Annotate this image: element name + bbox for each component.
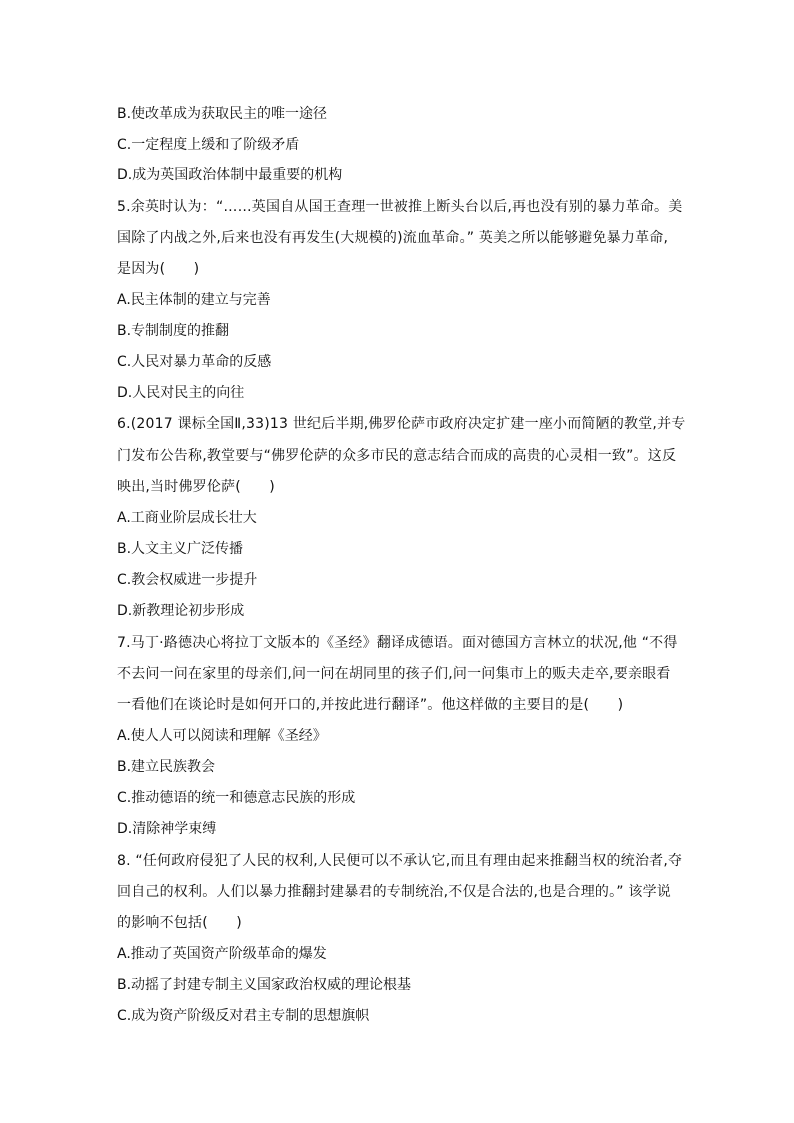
q8-stem-line-1: 8. “任何政府侵犯了人民的权利,人民便可以不承认它,而且有理由起来推翻当权的统治者,夺 xyxy=(117,853,683,869)
q7-stem-line-3: 一看他们在谈论时是如何开口的,并按此进行翻译”。他这样做的主要目的是( ) xyxy=(117,697,624,713)
q5-option-d: D.人民对民主的向往 xyxy=(117,385,245,401)
q6-stem-line-3: 映出,当时佛罗伦萨( ) xyxy=(117,479,275,495)
q5-option-b: B.专制制度的推翻 xyxy=(117,323,230,339)
q5-stem-line-1: 5.余英时认为：“……英国自从国王查理一世被推上断头台以后,再也没有别的暴力革命。美 xyxy=(117,199,683,215)
q8-stem-line-2: 回自己的权利。人们以暴力推翻封建暴君的专制统治,不仅是合法的,也是合理的。” 该学说 xyxy=(117,884,672,900)
q8-option-c: C.成为资产阶级反对君主专制的思想旗帜 xyxy=(117,1008,370,1024)
q5-option-a: A.民主体制的建立与完善 xyxy=(117,292,271,308)
q6-stem-line-2: 门发布公告称,教堂要与“佛罗伦萨的众多市民的意志结合而成的高贵的心灵相一致”。这反 xyxy=(117,448,677,464)
q4-option-c: C.一定程度上缓和了阶级矛盾 xyxy=(117,137,300,153)
q6-option-d: D.新教理论初步形成 xyxy=(117,603,245,619)
q5-option-c: C.人民对暴力革命的反感 xyxy=(117,354,272,370)
q8-option-b: B.动摇了封建专制主义国家政治权威的理论根基 xyxy=(117,977,412,993)
q7-option-c: C.推动德语的统一和德意志民族的形成 xyxy=(117,790,356,806)
q7-stem-line-2: 不去问一问在家里的母亲们,问一问在胡同里的孩子们,问一问集市上的贩夫走卒,要亲眼看 xyxy=(117,666,671,682)
q7-stem-line-1: 7.马丁·路德决心将拉丁文版本的《圣经》翻译成德语。面对德国方言林立的状况,他 “不得 xyxy=(117,635,678,651)
q8-option-a: A.推动了英国资产阶级革命的爆发 xyxy=(117,946,327,962)
q6-stem-line-1: 6.(2017 课标全国Ⅱ,33)13 世纪后半期,佛罗伦萨市政府决定扩建一座小而简陋的教堂,并专 xyxy=(117,416,686,432)
q8-stem-line-3: 的影响不包括( ) xyxy=(117,915,242,931)
q6-option-c: C.教会权威进一步提升 xyxy=(117,572,258,588)
q4-option-b: B.使改革成为获取民主的唯一途径 xyxy=(117,106,328,122)
q6-option-a: A.工商业阶层成长壮大 xyxy=(117,510,257,526)
q7-option-a: A.使人人可以阅读和理解《圣经》 xyxy=(117,728,327,744)
q5-stem-line-2: 国除了内战之外,后来也没有再发生(大规模的)流血革命。” 英美之所以能够避免暴力革命, xyxy=(117,230,669,246)
q6-option-b: B.人文主义广泛传播 xyxy=(117,541,244,557)
q7-option-b: B.建立民族教会 xyxy=(117,759,216,775)
q4-option-d: D.成为英国政治体制中最重要的机构 xyxy=(117,167,343,183)
q7-option-d: D.清除神学束缚 xyxy=(117,821,217,837)
q5-stem-line-3: 是因为( ) xyxy=(117,261,200,277)
